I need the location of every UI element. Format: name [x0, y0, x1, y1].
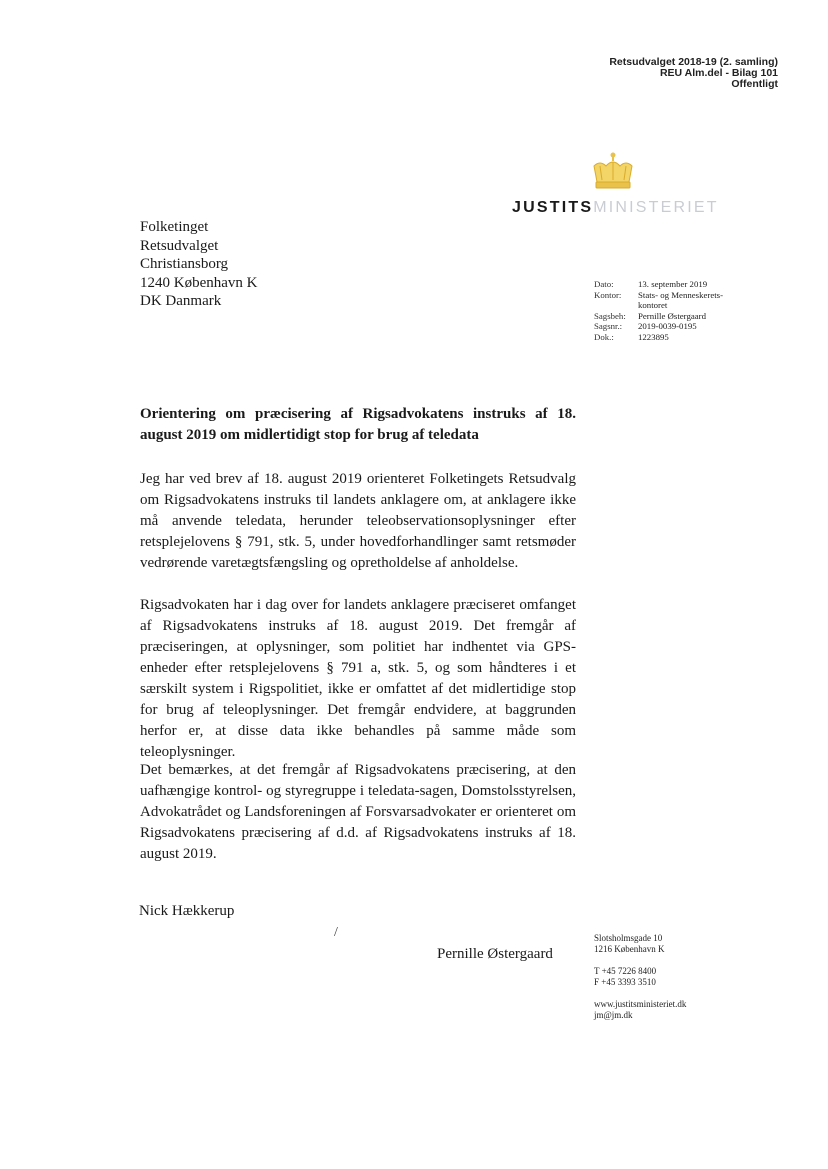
reference-line-3: Offentligt: [731, 78, 778, 90]
meta-value: 13. september 2019: [638, 279, 708, 289]
meta-row: [594, 332, 758, 343]
website-link[interactable]: www.justitsministeriet.dk: [594, 999, 687, 1009]
email-link[interactable]: jm@jm.dk: [594, 1010, 633, 1020]
meta-row: [594, 311, 758, 322]
recipient-line: Christiansborg: [140, 256, 229, 272]
recipient-line: Retsudvalget: [140, 237, 219, 254]
minister-signature: Nick Hækkerup: [139, 903, 235, 919]
official-signature: Pernille Østergaard: [437, 946, 553, 962]
recipient-line: Folketinget: [140, 219, 209, 235]
meta-key: Sagsnr.:: [594, 321, 623, 332]
logo-text-light: MINISTERIET: [593, 199, 719, 216]
meta-value: Pernille Østergaard: [638, 310, 706, 321]
fax-number: F +45 3393 3510: [594, 977, 656, 987]
address-line: 1216 København K: [594, 944, 665, 954]
phone-number: T +45 7226 8400: [594, 966, 657, 976]
meta-row: [594, 290, 758, 311]
meta-row: [594, 279, 758, 290]
letter-subject: Orientering om præcisering af Rigsadvokatens instruks af 18. august 2019 om midlertidigt stop for brug af teledata: [140, 406, 576, 443]
crown-icon: [590, 152, 636, 192]
meta-row: [594, 321, 758, 332]
meta-key: Sagsbeh:: [594, 310, 626, 321]
meta-key: Dato:: [594, 279, 614, 289]
body-paragraph: Det bemærkes, at det fremgår af Rigsadvokatens præcisering, at den uafhængige kontrol- og styregruppe i teledata-sagen, Domstolsstyrelsen, Advokatrådet og Landsforeningen af Forsvarsadvokater er orienteret om Rigsadvokatens præcisering af d.d. af Rigsadvokatens instruks af 18. august 2019.: [140, 762, 576, 862]
address-line: Slotsholmsgade 10: [594, 933, 663, 943]
signature-slash: /: [334, 925, 338, 940]
meta-value: 2019-0039-0195: [638, 321, 697, 332]
recipient-address: [140, 218, 257, 311]
ministry-contact: [594, 933, 686, 1021]
body-paragraph: Jeg har ved brev af 18. august 2019 orienteret Folketingets Retsudvalg om Rigsadvokatens instruks til landets anklagere om, at anklagere ikke må anvende teledata, herunder teleobservationsoplysninger efter retsplejelovens § 791, stk. 5, under hovedforhandlinger samt retsmøder vedrørende varetægtsfængsling og opretholdelse af anholdelse.: [140, 471, 576, 571]
meta-value: Stats- og Menneskerets-kontoret: [638, 289, 724, 311]
logo-text-bold: JUSTITS: [512, 199, 594, 216]
recipient-line: DK Danmark: [140, 293, 222, 309]
meta-value: 1223895: [638, 331, 669, 342]
meta-key: Kontor:: [594, 289, 622, 300]
document-reference: [609, 57, 778, 90]
reference-line-2: REU Alm.del - Bilag 101: [659, 67, 778, 79]
ministry-logo: [512, 199, 719, 217]
meta-key: Dok.:: [594, 331, 614, 342]
body-paragraph: Rigsadvokaten har i dag over for landets anklagere præciseret omfanget af Rigsadvokatens instruks af 18. august 2019. Det fremgår af præciseringen, at oplysninger, som politiet har indhentet via GPS-enheder efter retsplejelovens § 791 a, stk. 5, og som håndteres i et særskilt system i Rigspolitiet, ikke er omfattet af det midlertidige stop for brug af teleoplysninger. Det fremgår endvidere, at baggrunden herfor er, at disse data ikke behandles på samme måde som teleoplysninger.: [140, 597, 576, 760]
reference-line-1: Retsudvalget 2018-19 (2. samling): [609, 56, 778, 68]
recipient-line: 1240 København K: [140, 274, 258, 291]
case-metadata: [594, 279, 758, 343]
